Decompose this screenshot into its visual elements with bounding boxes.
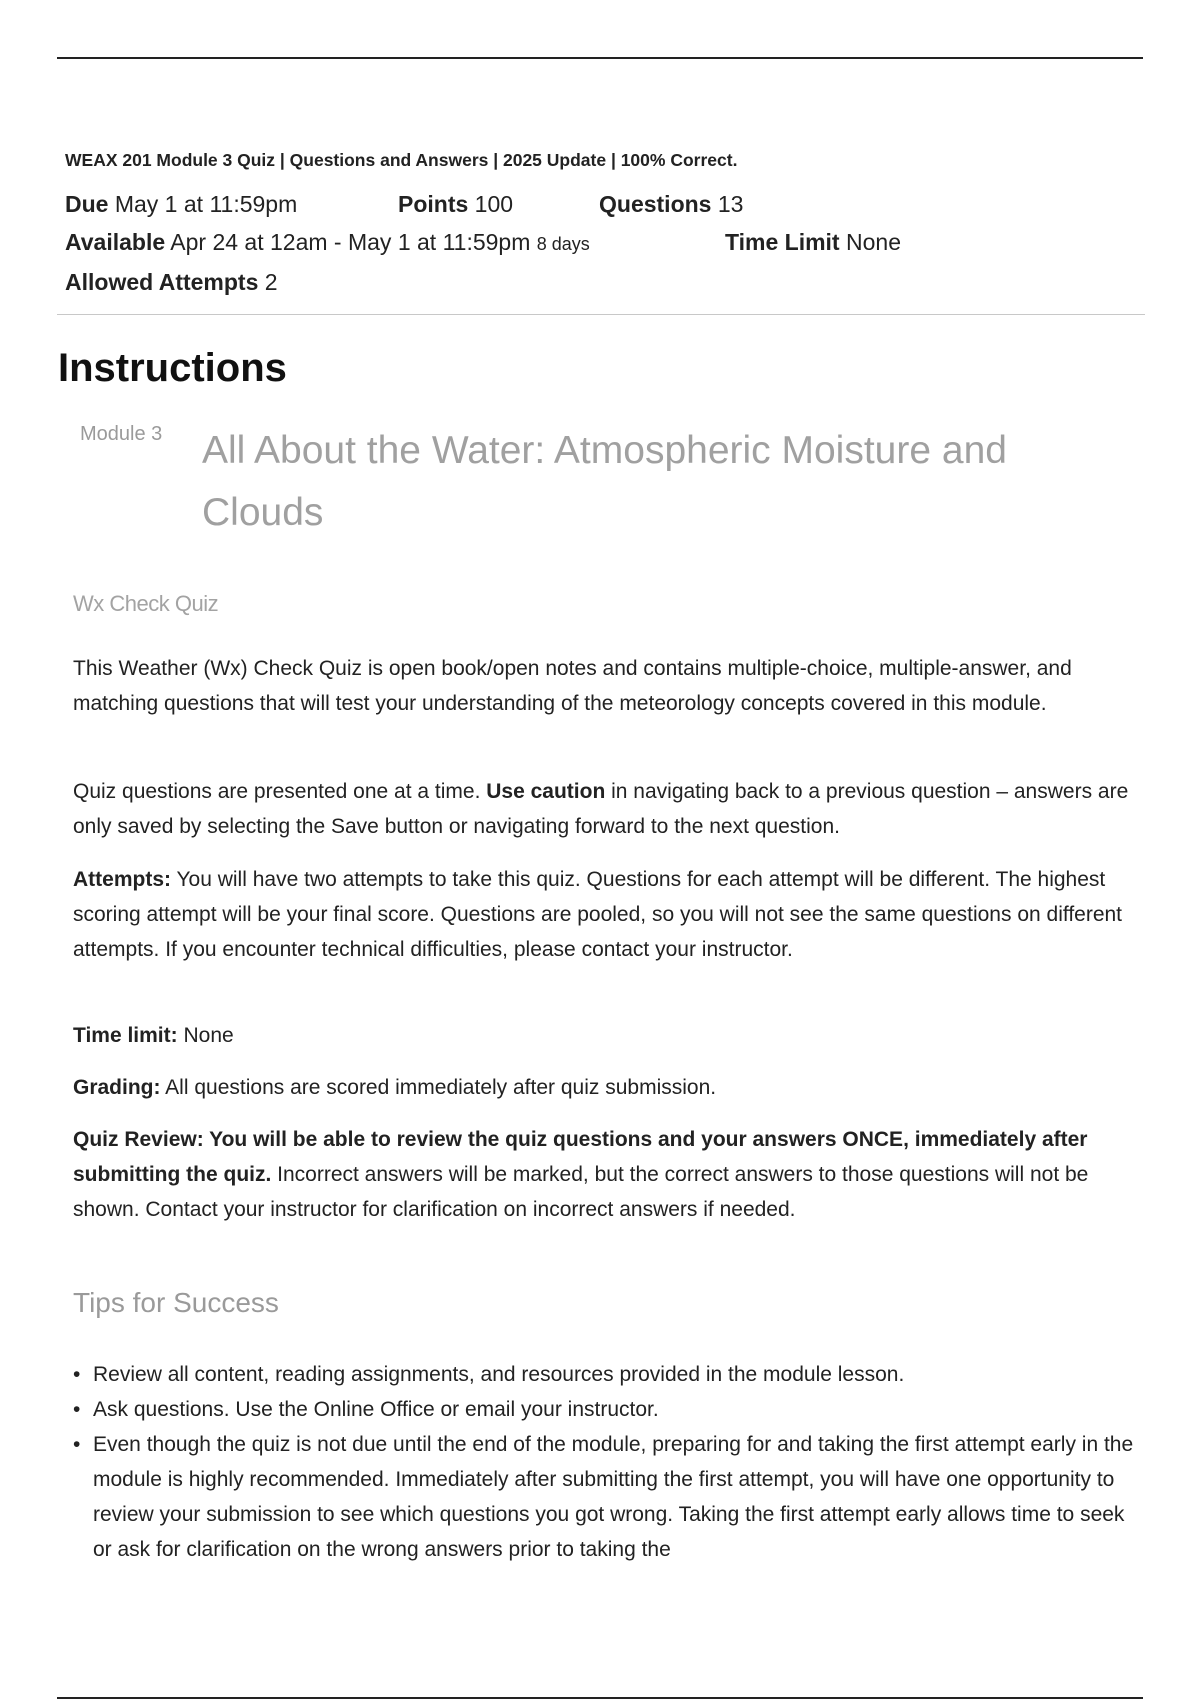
navigation-text-start: Quiz questions are presented one at a time. [73, 780, 487, 803]
quiz-review-heading: Quiz Review: You will be able to review the quiz questions and your answers ONCE, immediately after submitting the quiz. [73, 1128, 1088, 1186]
available-value: Apr 24 at 12am - May 1 at 11:59pm [170, 229, 531, 255]
intro-paragraph: This Weather (Wx) Check Quiz is open book/open notes and contains multiple-choice, multiple-answer, and matching questions that will test your understanding of the meteorology concepts covered in this module. [73, 657, 1072, 715]
due-meta [65, 191, 297, 218]
instructions-heading: Instructions [58, 346, 287, 390]
time-limit-paragraph [73, 1018, 1133, 1053]
available-duration: 8 days [536, 234, 590, 254]
questions-value: 13 [717, 191, 744, 217]
questions-label: Questions [599, 191, 712, 217]
points-label: Points [398, 191, 469, 217]
time-limit-heading: Time limit: [73, 1024, 178, 1047]
time-limit-value: None [846, 229, 901, 255]
grading-paragraph [73, 1070, 1133, 1105]
list-item: • Ask questions. Use the Online Office or email your instructor. [73, 1392, 1135, 1427]
points-meta [398, 191, 513, 218]
quiz-review-paragraph [73, 1122, 1133, 1227]
attempts-meta [65, 269, 278, 296]
time-limit-label: Time Limit [725, 229, 840, 255]
available-meta [65, 229, 590, 256]
list-item: • Review all content, reading assignments, and resources provided in the module lesson. [73, 1357, 1135, 1392]
points-value: 100 [474, 191, 514, 217]
attempts-value: 2 [264, 269, 278, 295]
navigation-text-end: in navigating back to a previous question – answers are only saved by selecting the Save button or navigating forward to the next question. [73, 780, 1129, 838]
document-title: WEAX 201 Module 3 Quiz | Questions and Answers | 2025 Update | 100% Correct. [65, 150, 738, 170]
tips-list [73, 1357, 1135, 1567]
navigation-paragraph [73, 774, 1133, 844]
list-item: • Even though the quiz is not due until the end of the module, preparing for and taking the first attempt early in the module is highly recommended. Immediately after submitting the first attempt, you will have one opportunity to review your submission to see which questions you got wrong. Taking the first attempt early allows time to seek or ask for clarification on the wrong answers prior to taking the [73, 1427, 1135, 1567]
attempts-heading: Attempts: [73, 868, 171, 891]
quiz-subsection-title: Wx Check Quiz [73, 591, 219, 616]
grading-heading: Grading: [73, 1076, 161, 1099]
attempts-text: You will have two attempts to take this quiz. Questions for each attempt will be different. The highest scoring attempt will be your final score. Questions are pooled, so you will not see the same questions on different attempts. If you encounter technical difficulties, please contact your instructor. [73, 868, 1123, 961]
module-tag: Module 3 [80, 423, 163, 445]
top-rule [57, 57, 1143, 59]
meta-divider [57, 314, 1145, 315]
attempts-label: Allowed Attempts [65, 269, 259, 295]
due-value: May 1 at 11:59pm [114, 191, 298, 217]
bottom-rule [57, 1697, 1143, 1699]
use-caution-text: Use caution [486, 780, 606, 803]
module-title: All About the Water: Atmospheric Moisture and Clouds [202, 429, 1007, 534]
grading-text: All questions are scored immediately after quiz submission. [160, 1076, 717, 1099]
time-limit-text: None [177, 1024, 234, 1047]
time-limit-meta [725, 229, 901, 256]
due-label: Due [65, 191, 109, 217]
questions-meta [599, 191, 743, 218]
tips-title: Tips for Success [73, 1287, 279, 1318]
quiz-review-text: Incorrect answers will be marked, but the correct answers to those questions will not be shown. Contact your instructor for clarification on incorrect answers if needed. [73, 1163, 1089, 1221]
attempts-paragraph [73, 862, 1133, 967]
available-label: Available [65, 229, 166, 255]
